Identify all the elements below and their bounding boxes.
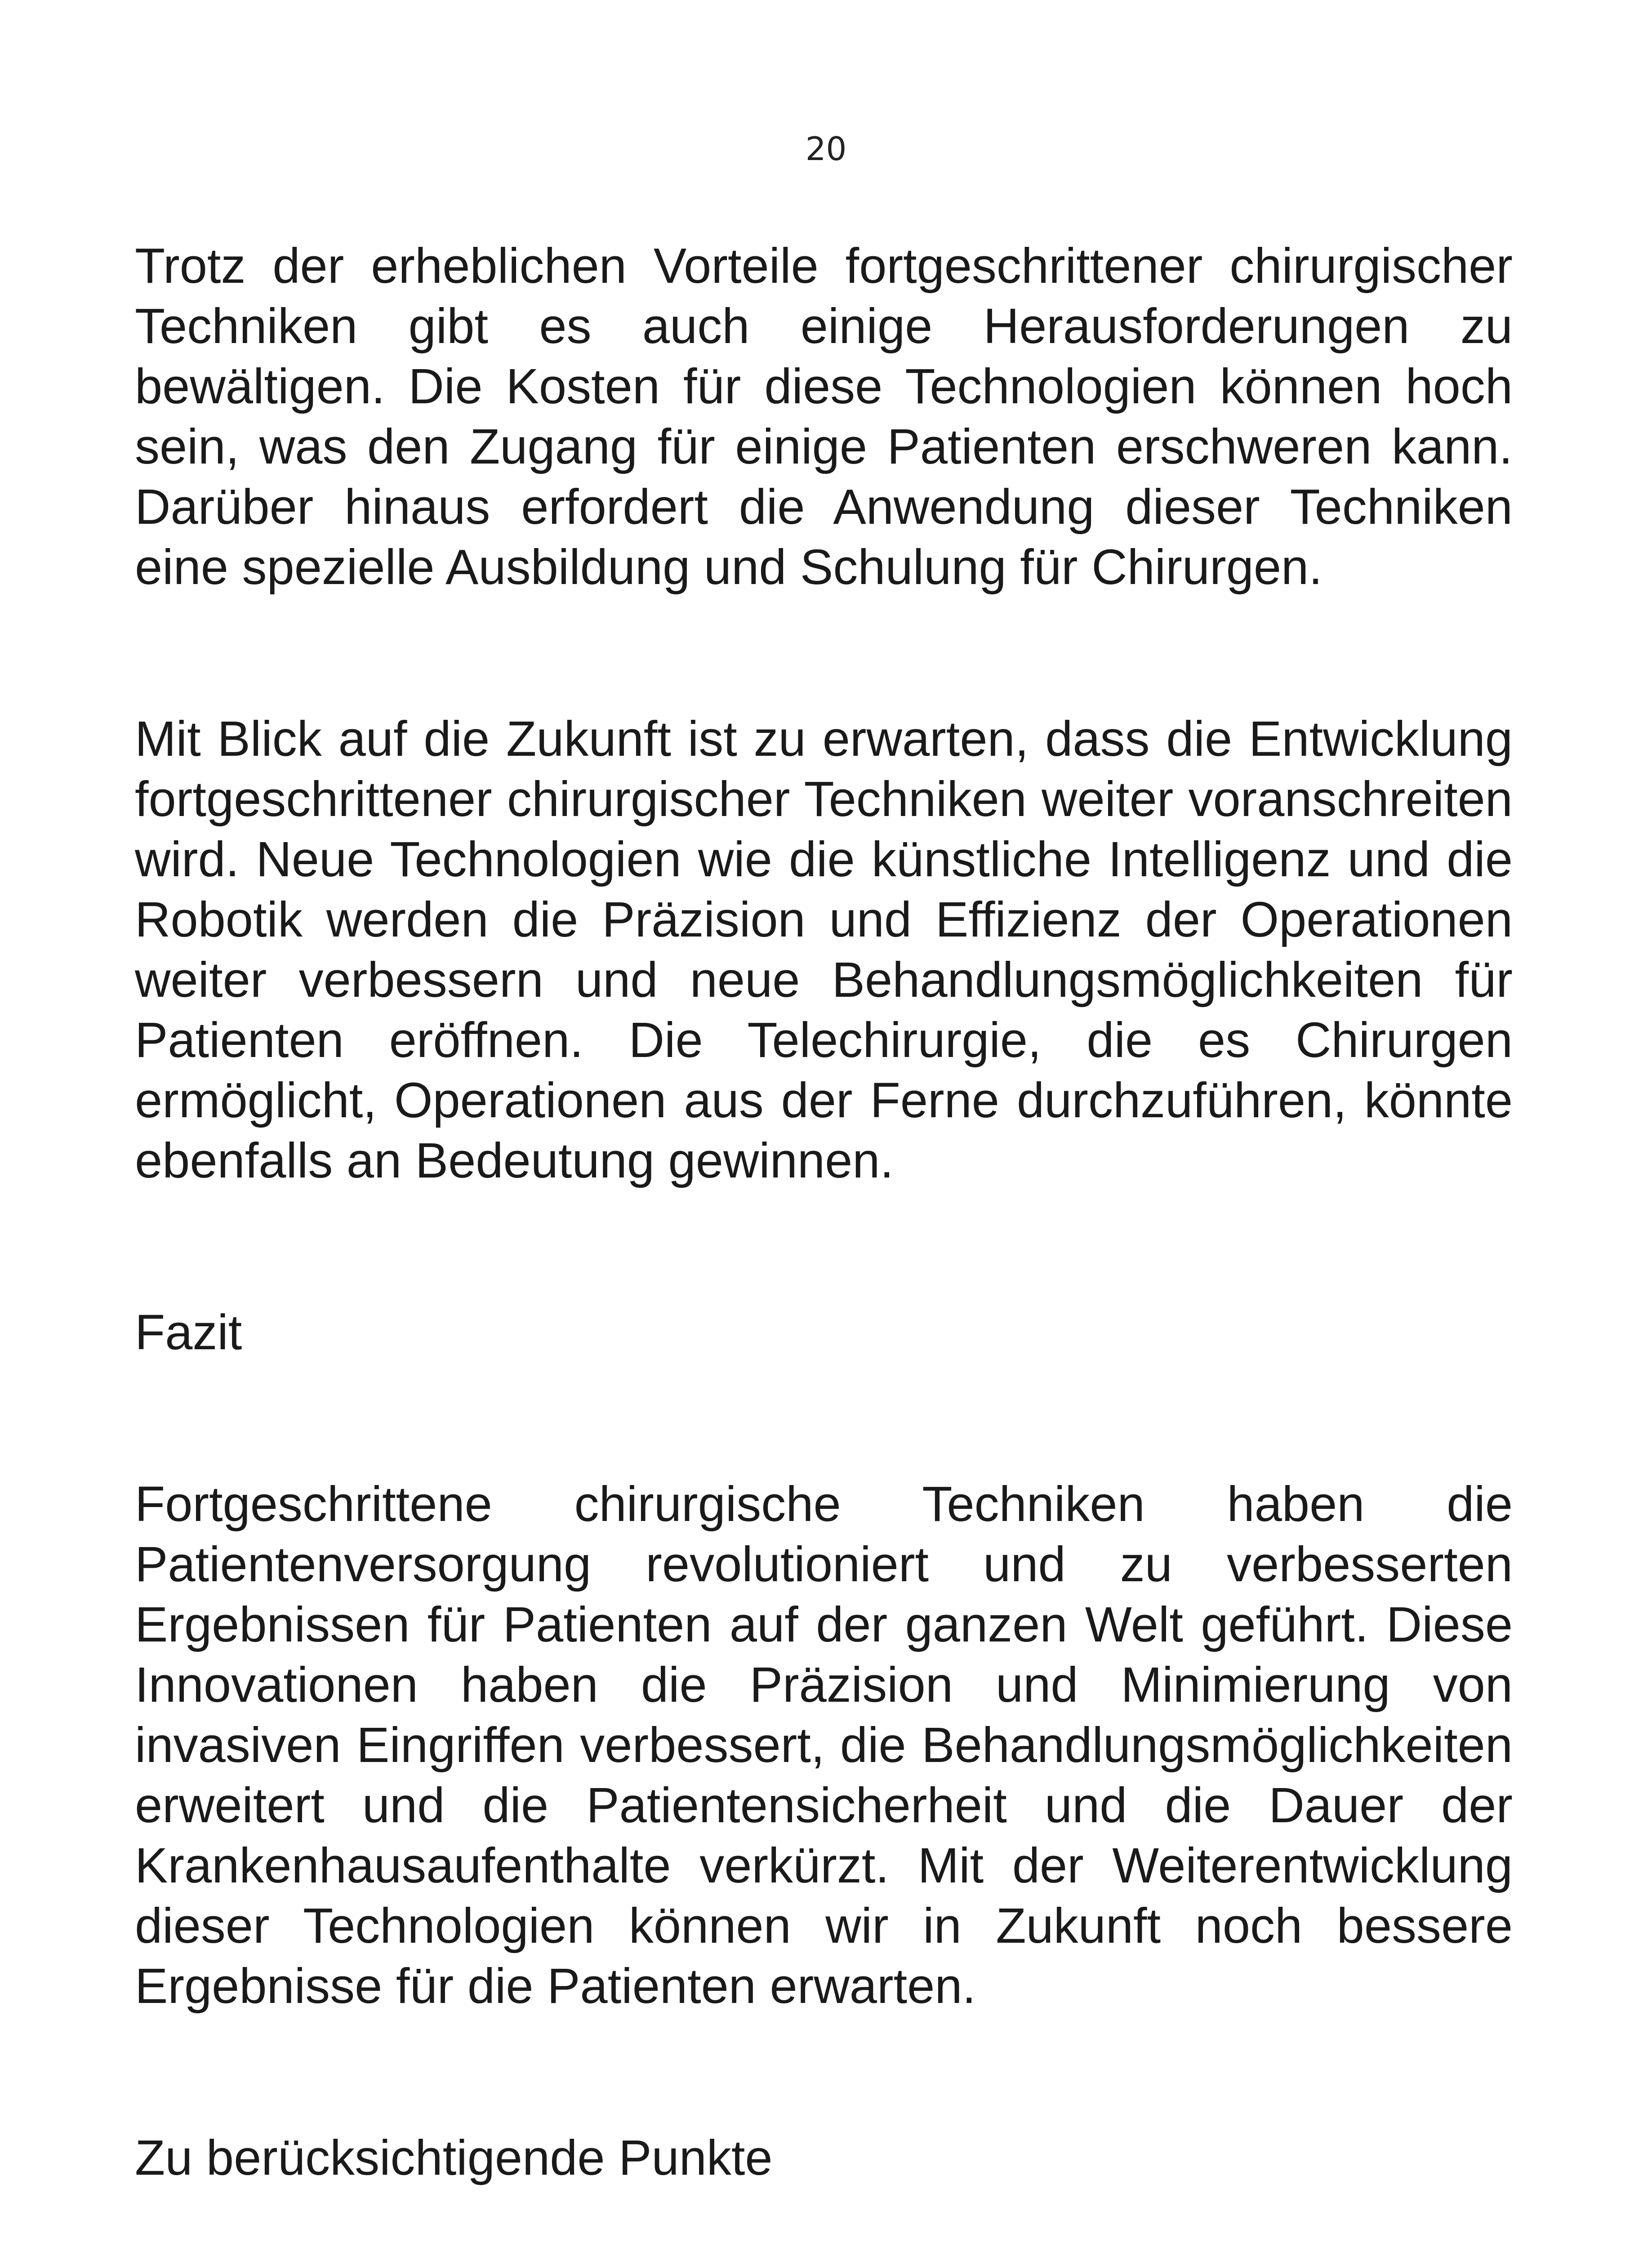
page-content — [135, 236, 1513, 2248]
page-number: 20 — [805, 130, 847, 168]
paragraph-conclusion: Fortgeschrittene chirurgische Techniken haben die Patientenversorgung revolutioniert und zu verbesserten Ergebnissen für Patienten auf der ganzen Welt geführt. Diese Innovationen haben die Präzision und Minimierung von invasiven Eingriffen verbessert, die Behandlungsmöglichkeiten erweitert und die Patientensicherheit und die Dauer der Krankenhausaufenthalte verkürzt. Mit der Weiterentwicklung dieser Technologien können wir in Zukunft noch bessere Ergebnisse für die Patienten erwarten. — [135, 1476, 1513, 2014]
heading-fazit: Fazit — [135, 1305, 242, 1360]
paragraph-future-outlook: Mit Blick auf die Zukunft ist zu erwarten, dass die Entwicklung fortgeschrittener chirurgischer Techniken weiter voranschreiten wird. Neue Technologien wie die künstliche Intelligenz und die Robotik werden die Präzision und Effizienz der Operationen weiter verbessern und neue Behandlungsmöglichkeiten für Patienten eröffnen. Die Telechirurgie, die es Chirurgen ermöglicht, Operationen aus der Ferne durchzuführen, könnte ebenfalls an Bedeutung gewinnen. — [135, 711, 1513, 1188]
paragraph-challenges: Trotz der erheblichen Vorteile fortgeschrittener chirurgischer Techniken gibt es auch einige Herausforderungen zu bewältigen. Die Kosten für diese Technologien können hoch sein, was den Zugang für einige Patienten erschweren kann. Darüber hinaus erfordert die Anwendung dieser Techniken eine spezielle Ausbildung und Schulung für Chirurgen. — [135, 238, 1513, 595]
heading-considerations: Zu berücksichtigende Punkte — [135, 2130, 773, 2186]
